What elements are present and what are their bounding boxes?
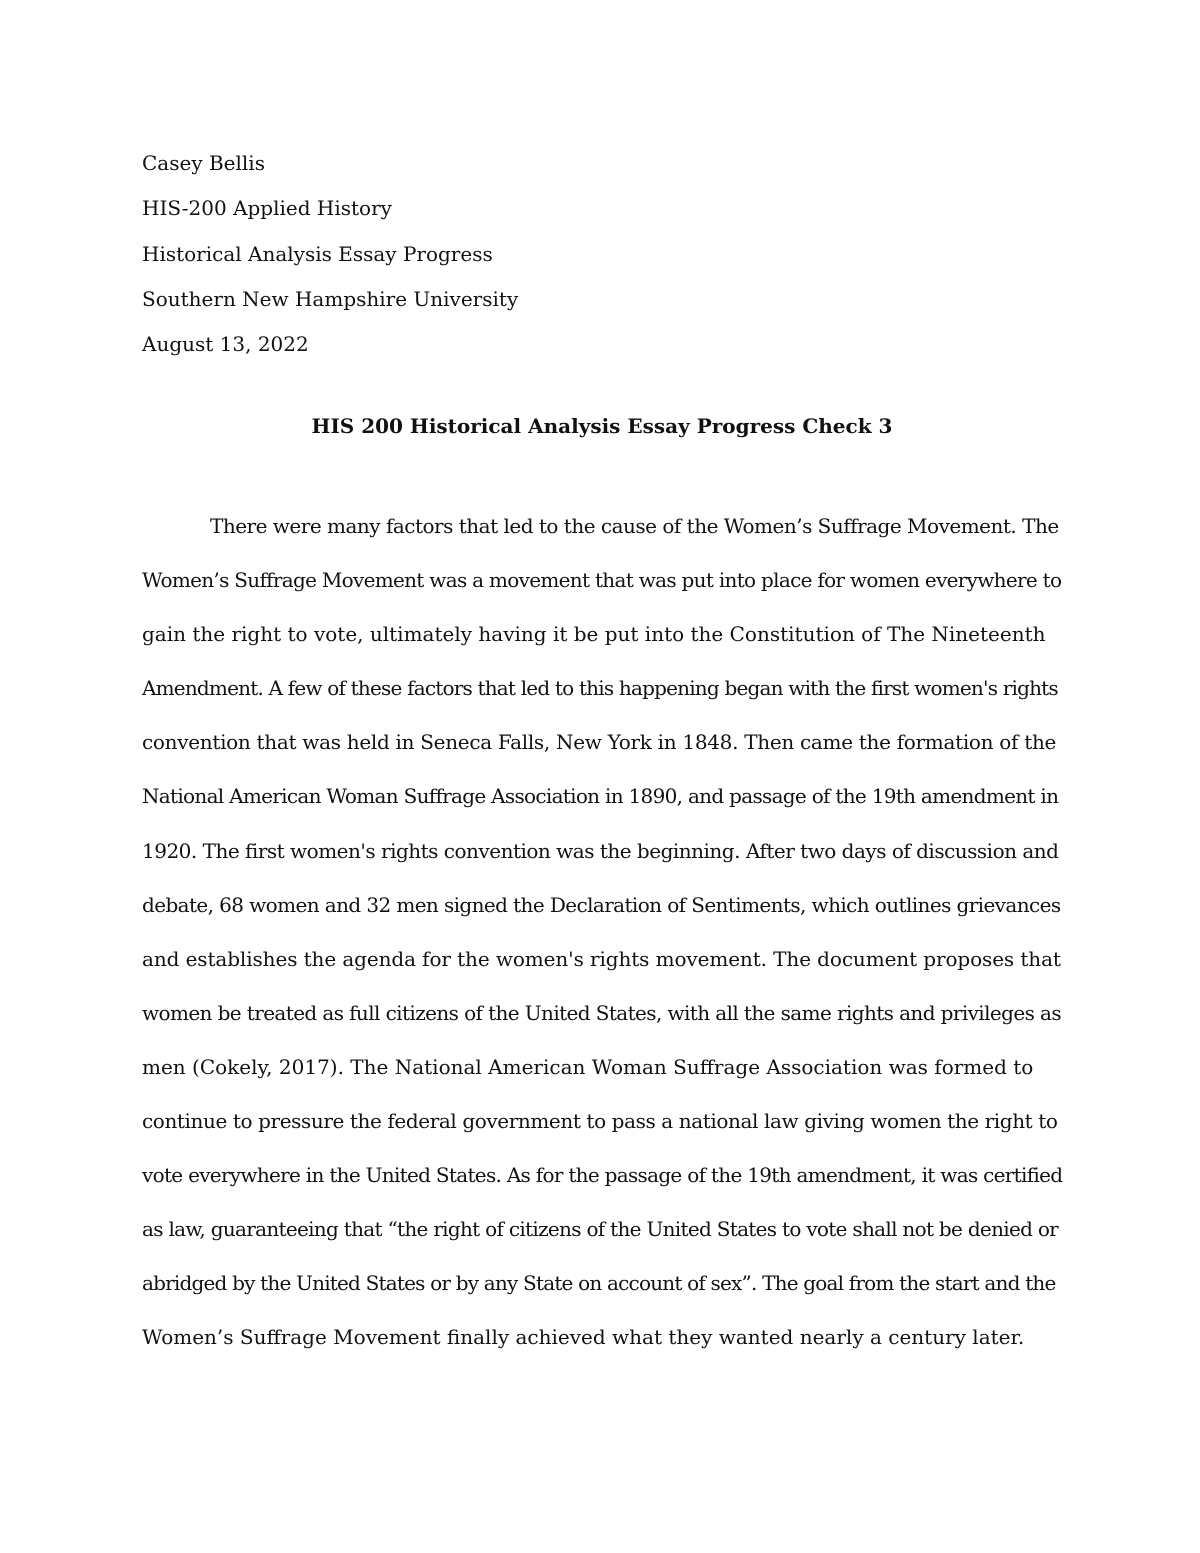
author-name: Casey Bellis [142, 151, 265, 175]
university-name: Southern New Hampshire University [142, 286, 519, 311]
paragraph-line: There were many factors that led to the cause of the Women’s Suffrage Movement. The [210, 514, 1059, 538]
paragraph-line: 1920. The first women's rights convention was the beginning. After two days of discussion and [142, 838, 1059, 863]
assignment-name: Historical Analysis Essay Progress [142, 241, 493, 266]
paragraph-line: vote everywhere in the United States. As for the passage of the 19th amendment, it was certified [142, 1163, 1063, 1188]
essay-paragraph [142, 499, 1062, 1365]
paragraph-line: National American Woman Suffrage Association in 1890, and passage of the 19th amendment in [142, 784, 1059, 809]
author-header [142, 141, 1062, 367]
paragraph-line: Women’s Suffrage Movement was a movement that was put into place for women everywhere to [142, 568, 1062, 593]
paragraph-line: gain the right to vote, ultimately having it be put into the Constitution of The Nineteenth [142, 622, 1046, 647]
paragraph-line: Amendment. A few of these factors that led to this happening began with the first women's rights [142, 676, 1058, 701]
submission-date: August 13, 2022 [142, 332, 309, 357]
paragraph-line: and establishes the agenda for the women's rights movement. The document proposes that [142, 946, 1061, 971]
paragraph-line: women be treated as full citizens of the United States, with all the same rights and privileges as [142, 1000, 1061, 1025]
paragraph-line: as law, guaranteeing that “the right of citizens of the United States to vote shall not be denied or [142, 1217, 1059, 1242]
course-name: HIS-200 Applied History [142, 196, 392, 221]
document-title: HIS 200 Historical Analysis Essay Progress Check 3 [311, 414, 893, 438]
paragraph-line: Women’s Suffrage Movement finally achieved what they wanted nearly a century later. [142, 1325, 1025, 1350]
paragraph-line: debate, 68 women and 32 men signed the Declaration of Sentiments, which outlines grievances [142, 892, 1061, 917]
paragraph-line: convention that was held in Seneca Falls, New York in 1848. Then came the formation of the [142, 730, 1057, 755]
paragraph-line: abridged by the United States or by any State on account of sex”. The goal from the start and the [142, 1271, 1056, 1296]
paragraph-line: continue to pressure the federal government to pass a national law giving women the right to [142, 1109, 1058, 1134]
paragraph-line: men (Cokely, 2017). The National American Woman Suffrage Association was formed to [142, 1054, 1034, 1079]
